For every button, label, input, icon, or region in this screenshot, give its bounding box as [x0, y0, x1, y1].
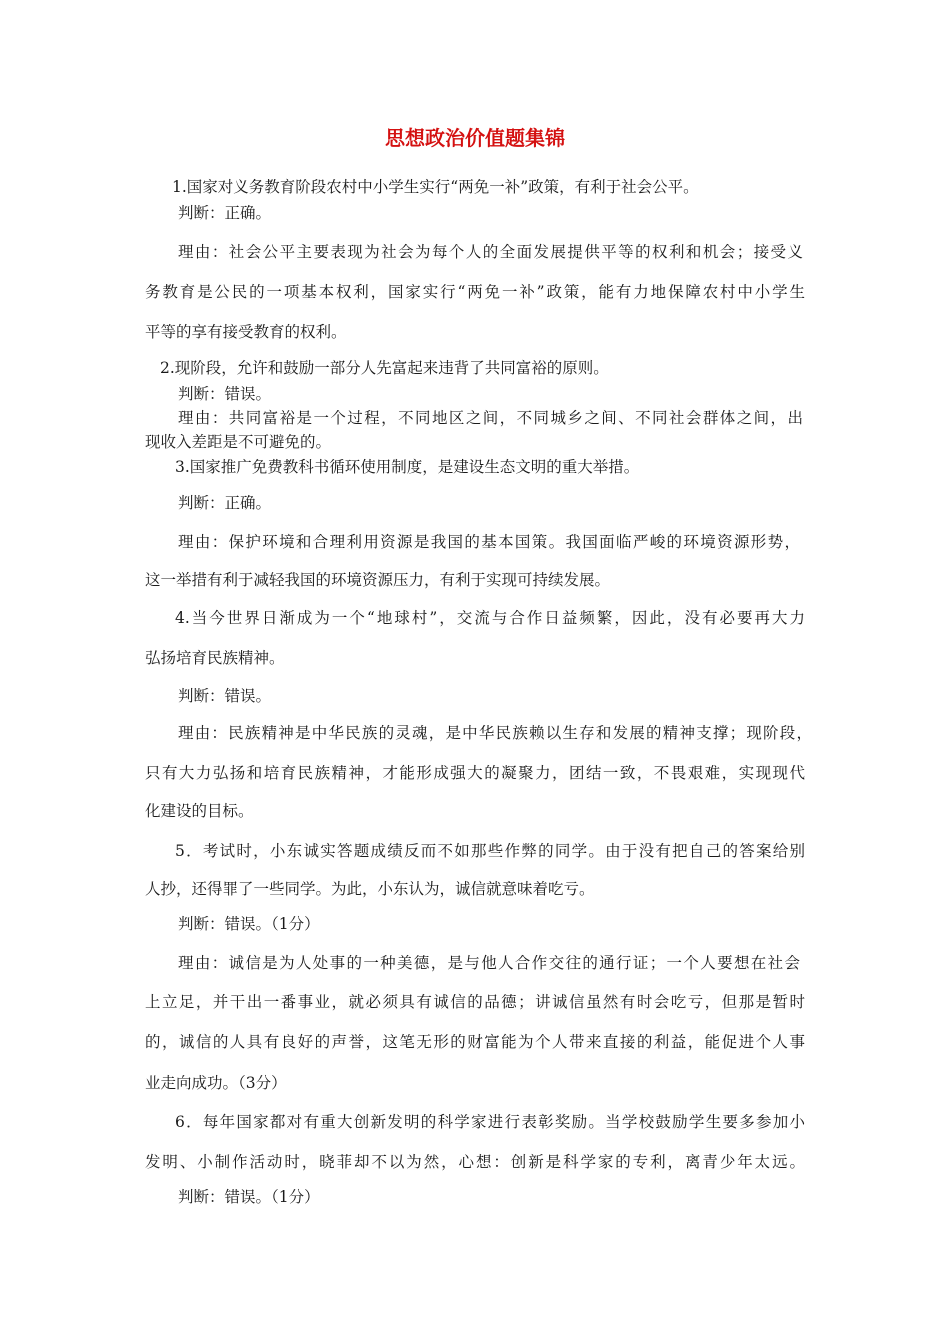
text-line: 理由：社会公平主要表现为社会为每个人的全面发展提供平等的权利和机会；接受义 — [178, 243, 803, 261]
page-title: 思想政治价值题集锦 — [385, 126, 565, 150]
text-line: 2.现阶段，允许和鼓励一部分人先富起来违背了共同富裕的原则。 — [160, 359, 609, 377]
text-line: 判断：错误。 — [178, 687, 272, 705]
text-line: 4.当今世界日渐成为一个“地球村”，交流与合作日益频繁，因此，没有必要再大力 — [175, 609, 805, 627]
text-line: 这一举措有利于减轻我国的环境资源压力，有利于实现可持续发展。 — [145, 571, 611, 589]
text-line: 平等的享有接受教育的权利。 — [145, 323, 347, 341]
text-line: 判断：错误。（1分） — [178, 1188, 320, 1206]
text-line: 上立足，并干出一番事业，就必须具有诚信的品德；讲诚信虽然有时会吃亏，但那是暂时 — [145, 993, 805, 1011]
text-line: 5．考试时，小东诚实答题成绩反而不如那些作弊的同学。由于没有把自己的答案给别 — [175, 842, 805, 860]
text-line: 发明、小制作活动时，晓菲却不以为然，心想：创新是科学家的专利，离青少年太远。 — [145, 1153, 805, 1171]
text-line: 判断：正确。 — [178, 204, 272, 222]
text-line: 判断：错误。（1分） — [178, 915, 320, 933]
text-line: 判断：错误。 — [178, 385, 272, 403]
text-line: 理由：保护环境和合理利用资源是我国的基本国策。我国面临严峻的环境资源形势， — [178, 533, 800, 551]
text-line: 的，诚信的人具有良好的声誉，这笔无形的财富能为个人带来直接的利益，能促进个人事 — [145, 1033, 805, 1051]
text-line: 现收入差距是不可避免的。 — [145, 433, 332, 451]
text-line: 1.国家对义务教育阶段农村中小学生实行“两免一补”政策，有利于社会公平。 — [172, 178, 699, 196]
text-line: 弘扬培育民族精神。 — [145, 649, 285, 667]
text-line: 3.国家推广免费教科书循环使用制度，是建设生态文明的重大举措。 — [175, 458, 640, 476]
text-line: 只有大力弘扬和培育民族精神，才能形成强大的凝聚力，团结一致，不畏艰难，实现现代 — [145, 764, 805, 782]
text-line: 人抄，还得罪了一些同学。为此，小东认为，诚信就意味着吃亏。 — [145, 880, 595, 898]
text-line: 化建设的目标。 — [145, 802, 254, 820]
text-line: 6．每年国家都对有重大创新发明的科学家进行表彰奖励。当学校鼓励学生要多参加小 — [175, 1113, 805, 1131]
text-line: 理由：民族精神是中华民族的灵魂，是中华民族赖以生存和发展的精神支撑；现阶段， — [178, 724, 812, 742]
text-line: 业走向成功。（3分） — [145, 1074, 287, 1092]
text-line: 务教育是公民的一项基本权利，国家实行“两免一补”政策，能有力地保障农村中小学生 — [145, 283, 805, 301]
text-line: 理由：诚信是为人处事的一种美德，是与他人合作交往的通行证；一个人要想在社会 — [178, 954, 800, 972]
text-line: 判断：正确。 — [178, 494, 272, 512]
text-line: 理由：共同富裕是一个过程，不同地区之间，不同城乡之间、不同社会群体之间，出 — [178, 409, 803, 427]
